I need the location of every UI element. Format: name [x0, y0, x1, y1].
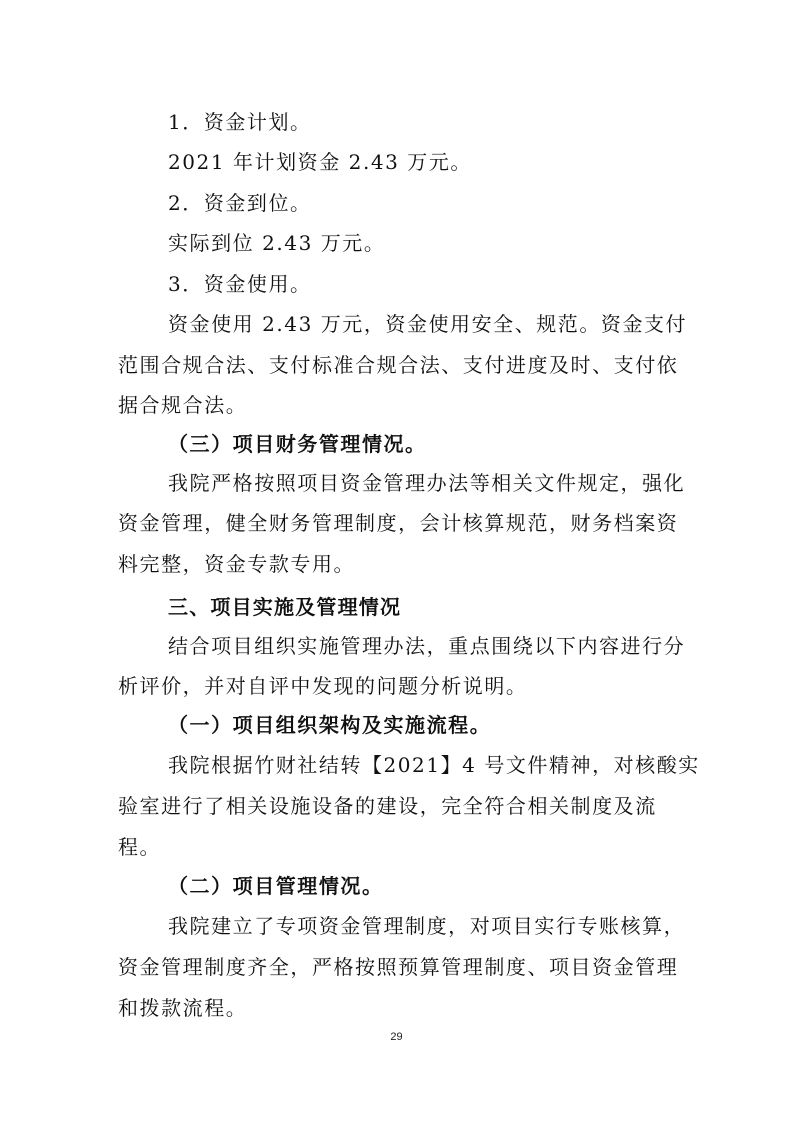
- funding-use-text-3: 据合规合法。: [118, 393, 248, 417]
- funding-arrival-item: 2．资金到位。: [168, 191, 312, 215]
- section-three-text-2: 析评价，并对自评中发现的问题分析说明。: [118, 674, 528, 698]
- financial-management-text-1: 我院严格按照项目资金管理办法等相关文件规定，强化: [168, 471, 686, 495]
- funding-use-text-2: 范围合规合法、支付标准合规合法、支付进度及时、支付依: [118, 353, 679, 377]
- organization-text-1: 我院根据竹财社结转【2021】4 号文件精神，对核酸实: [168, 753, 700, 777]
- financial-management-text-3: 料完整，资金专款专用。: [118, 552, 356, 576]
- funding-arrival-text: 实际到位 2.43 万元。: [168, 231, 386, 255]
- page-number: 29: [390, 1031, 403, 1043]
- section-three-text-1: 结合项目组织实施管理办法，重点围绕以下内容进行分: [168, 634, 686, 658]
- project-management-text-1: 我院建立了专项资金管理制度，对项目实行专账核算，: [168, 914, 686, 938]
- financial-management-heading: （三）项目财务管理情况。: [168, 432, 427, 456]
- funding-use-item: 3．资金使用。: [168, 272, 312, 296]
- organization-text-2: 验室进行了相关设施设备的建设，完全符合相关制度及流: [118, 794, 657, 818]
- project-management-text-3: 和拨款流程。: [118, 996, 248, 1020]
- project-management-heading: （二）项目管理情况。: [168, 874, 384, 898]
- section-three-heading: 三、项目实施及管理情况: [168, 595, 402, 619]
- funding-use-text-1: 资金使用 2.43 万元，资金使用安全、规范。资金支付: [168, 312, 688, 336]
- project-management-text-2: 资金管理制度齐全，严格按照预算管理制度、项目资金管理: [118, 955, 679, 979]
- funding-plan-text: 2021 年计划资金 2.43 万元。: [168, 150, 472, 174]
- organization-heading: （一）项目组织架构及实施流程。: [168, 713, 492, 737]
- financial-management-text-2: 资金管理，健全财务管理制度，会计核算规范，财务档案资: [118, 511, 679, 535]
- organization-text-3: 程。: [118, 835, 162, 859]
- funding-plan-item: 1．资金计划。: [168, 110, 312, 134]
